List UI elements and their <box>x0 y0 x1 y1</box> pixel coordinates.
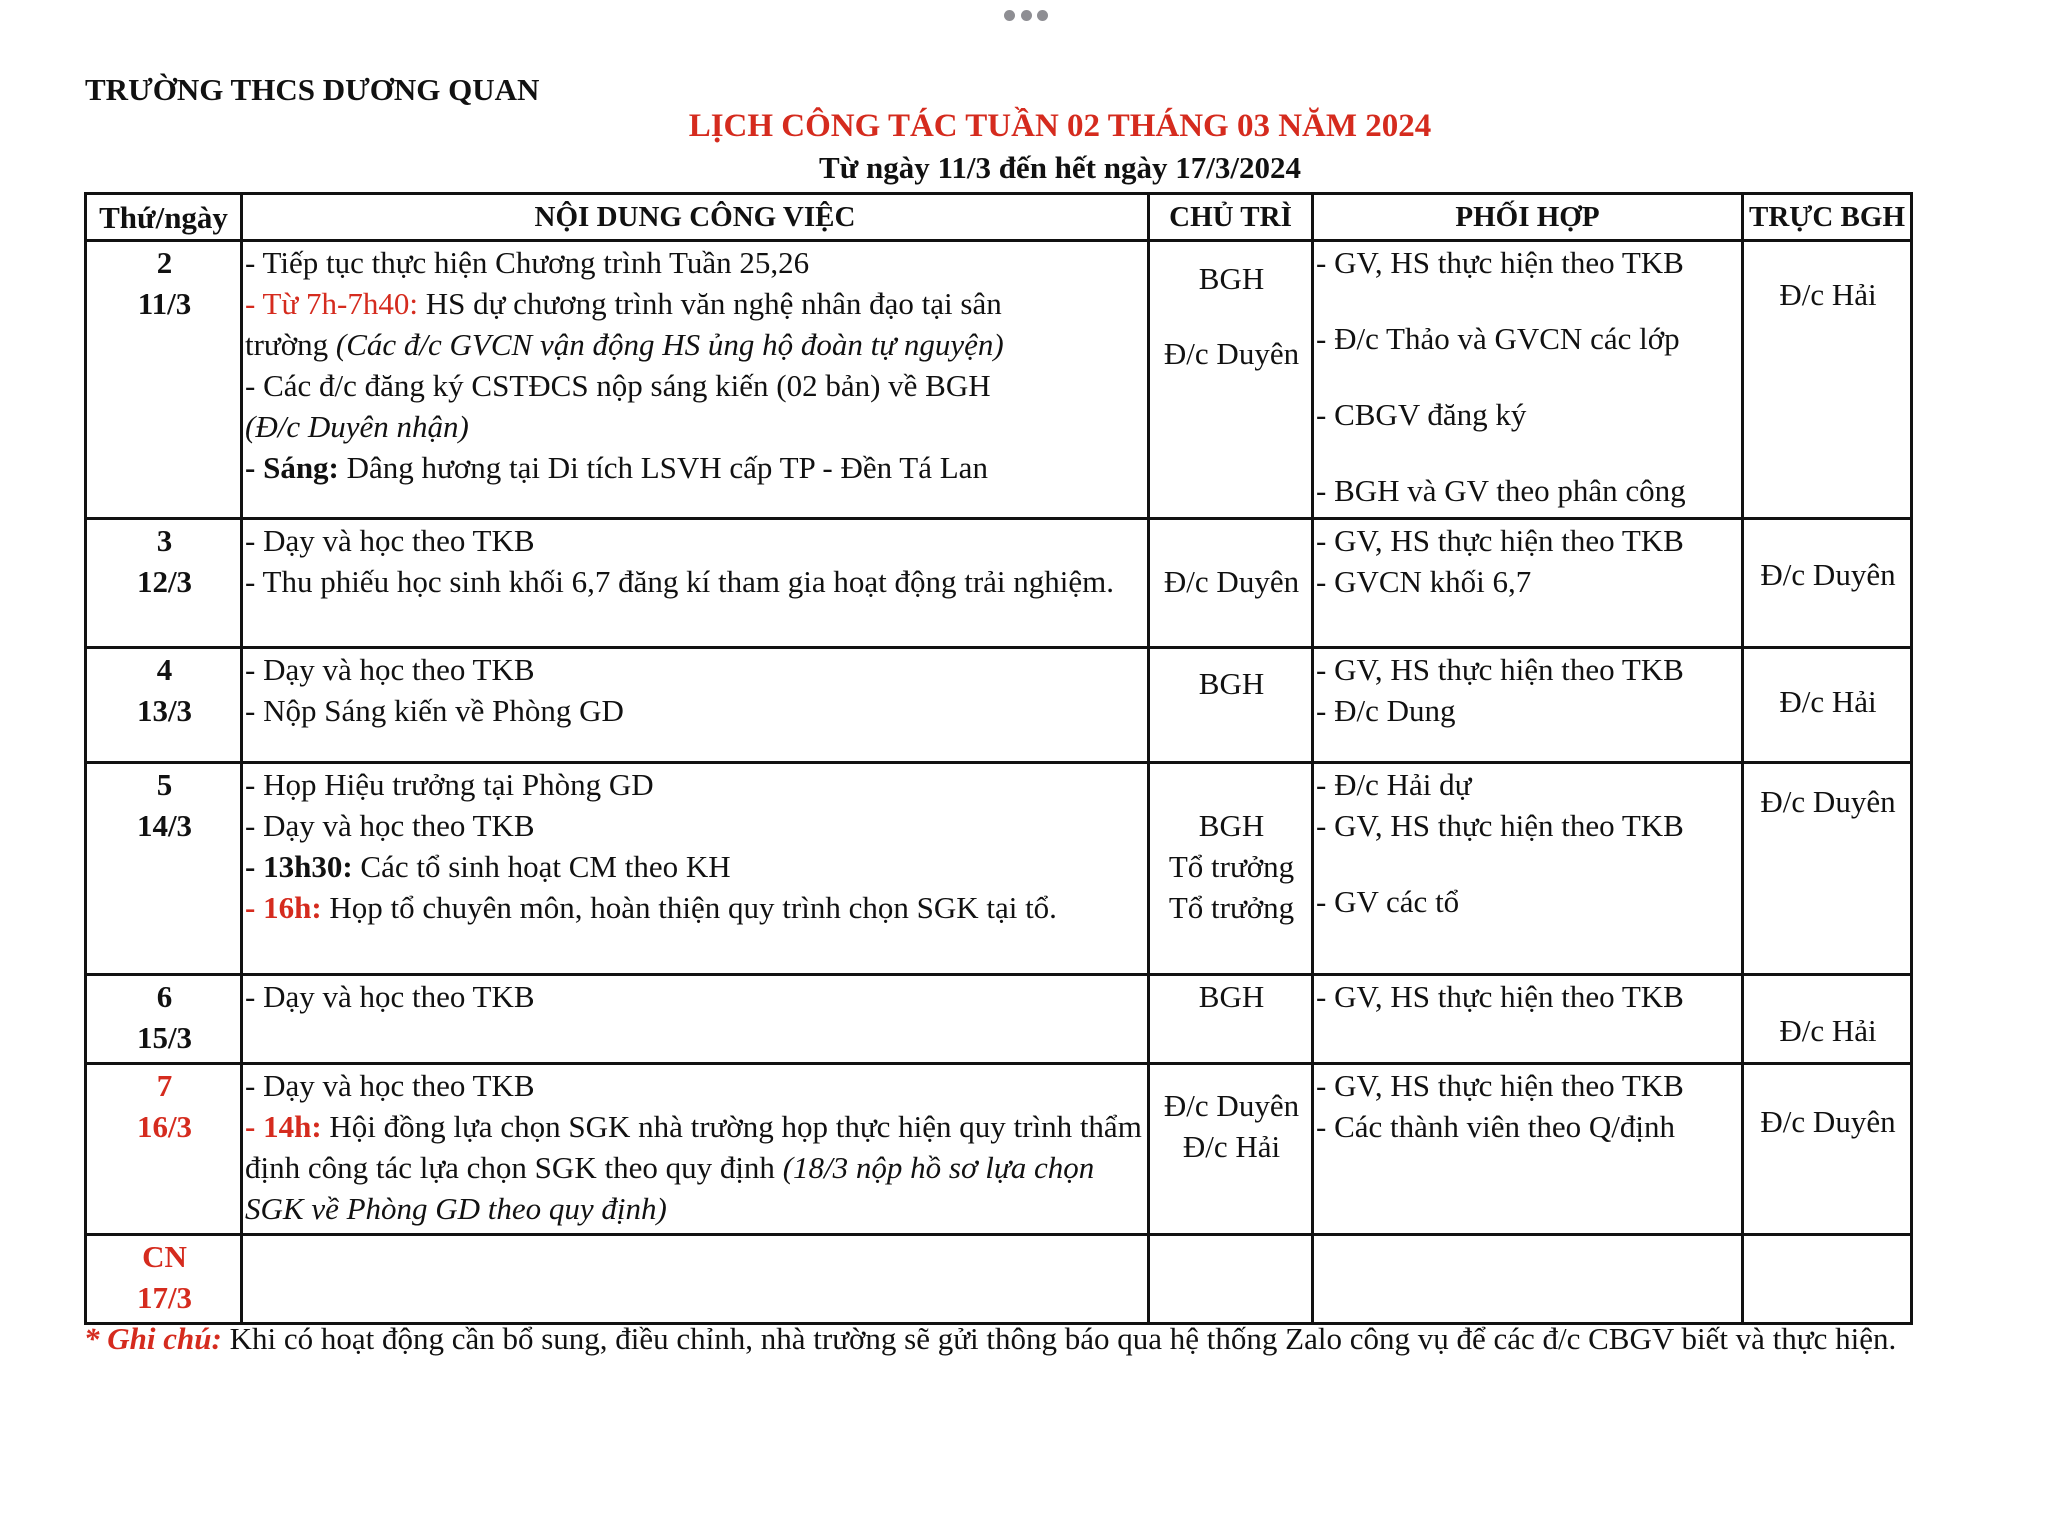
content-cell <box>242 975 1149 1064</box>
task-line: - Dạy và học theo TKB <box>245 808 535 843</box>
task-line: - Dạy và học theo TKB <box>245 652 535 687</box>
duty-cell <box>1743 1235 1912 1324</box>
lead-cell <box>1149 1235 1313 1324</box>
coordinate-item: - Đ/c Dung <box>1316 693 1456 728</box>
task-line: - Dạy và học theo TKB <box>245 979 535 1014</box>
duty-name: Đ/c Hải <box>1779 684 1877 719</box>
lead-item: Đ/c Duyên <box>1163 1088 1300 1123</box>
page-title: LỊCH CÔNG TÁC TUẦN 02 THÁNG 03 NĂM 2024 <box>688 108 1432 144</box>
day-cell <box>86 648 242 763</box>
coordinate-item: - GVCN khối 6,7 <box>1316 564 1532 599</box>
table-row <box>86 648 1912 763</box>
date: 12/3 <box>136 564 193 599</box>
duty-name: Đ/c Hải <box>1779 277 1877 312</box>
day-cell <box>86 1235 242 1324</box>
more-options-icon[interactable] <box>1004 10 1048 22</box>
header-lead: CHỦ TRÌ <box>1149 194 1313 241</box>
date-range: Từ ngày 11/3 đến hết ngày 17/3/2024 <box>819 150 1301 185</box>
header-content: NỘI DUNG CÔNG VIỆC <box>242 194 1149 241</box>
task-line: - 13h30: Các tổ sinh hoạt CM theo KH <box>245 849 731 884</box>
task-line: - Thu phiếu học sinh khối 6,7 đăng kí tham gia hoạt động trải nghiệm. <box>245 564 1115 599</box>
duty-name: Đ/c Duyên <box>1760 1104 1896 1139</box>
coordinate-item: - GV các tổ <box>1316 884 1460 919</box>
coordinate-cell <box>1313 241 1743 519</box>
footnote-label: * Ghi chú: <box>84 1321 222 1356</box>
day-cell <box>86 241 242 519</box>
content-cell <box>242 763 1149 975</box>
content-cell <box>242 1064 1149 1235</box>
task-line: - Nộp Sáng kiến về Phòng GD <box>245 693 624 728</box>
lead-item: Tổ trưởng <box>1168 890 1295 925</box>
task-line: - Sáng: Dâng hương tại Di tích LSVH cấp TP - Đền Tá Lan <box>245 450 988 485</box>
coordinate-item: - GV, HS thực hiện theo TKB <box>1316 808 1684 843</box>
coordinate-item: - Đ/c Hải dự <box>1316 767 1472 802</box>
weekday: 4 <box>156 652 173 687</box>
day-cell <box>86 519 242 648</box>
lead-item: BGH <box>1198 666 1265 701</box>
duty-name: Đ/c Hải <box>1779 1013 1877 1048</box>
duty-cell <box>1743 975 1912 1064</box>
duty-cell <box>1743 763 1912 975</box>
school-name: TRƯỜNG THCS DƯƠNG QUAN <box>85 72 540 107</box>
coordinate-item: - GV, HS thực hiện theo TKB <box>1316 523 1684 558</box>
task-line: (Đ/c Duyên nhận) <box>245 409 469 444</box>
content-cell <box>242 1235 1149 1324</box>
date: 13/3 <box>136 693 193 728</box>
date: 17/3 <box>136 1280 193 1315</box>
task-line: - Dạy và học theo TKB <box>245 523 535 558</box>
lead-item: Đ/c Hải <box>1182 1129 1281 1164</box>
schedule-table <box>84 192 1913 1325</box>
table-row <box>86 519 1912 648</box>
lead-cell <box>1149 975 1313 1064</box>
lead-item: BGH <box>1198 261 1265 296</box>
lead-cell <box>1149 763 1313 975</box>
lead-item: BGH <box>1198 808 1265 843</box>
footnote <box>84 1318 2024 1359</box>
coordinate-item: - Đ/c Thảo và GVCN các lớp <box>1316 321 1680 356</box>
lead-item: Đ/c Duyên <box>1163 564 1300 599</box>
header-duty: TRỰC BGH <box>1743 194 1912 241</box>
coordinate-cell <box>1313 975 1743 1064</box>
day-cell <box>86 975 242 1064</box>
duty-name: Đ/c Duyên <box>1760 557 1896 592</box>
lead-item: Tổ trưởng <box>1168 849 1295 884</box>
coordinate-item: - CBGV đăng ký <box>1316 397 1527 432</box>
lead-item: BGH <box>1198 979 1265 1014</box>
weekday: 5 <box>156 767 173 802</box>
table-header-row <box>86 194 1912 241</box>
date: 14/3 <box>136 808 193 843</box>
duty-cell <box>1743 519 1912 648</box>
coordinate-cell <box>1313 1064 1743 1235</box>
coordinate-item: - Các thành viên theo Q/định <box>1316 1109 1675 1144</box>
lead-cell <box>1149 519 1313 648</box>
content-cell <box>242 519 1149 648</box>
duty-cell <box>1743 648 1912 763</box>
coordinate-cell <box>1313 519 1743 648</box>
task-line: - Dạy và học theo TKB <box>245 1068 535 1103</box>
table-row <box>86 1064 1912 1235</box>
header-coordinate: PHỐI HỢP <box>1313 194 1743 241</box>
task-line: - Họp Hiệu trưởng tại Phòng GD <box>245 767 654 802</box>
table-row <box>86 763 1912 975</box>
weekday: CN <box>142 1239 187 1274</box>
weekday: 7 <box>156 1068 173 1103</box>
date: 16/3 <box>136 1109 193 1144</box>
table-row <box>86 975 1912 1064</box>
duty-name: Đ/c Duyên <box>1760 784 1896 819</box>
task-line: - 16h: Họp tổ chuyên môn, hoàn thiện quy trình chọn SGK tại tổ. <box>245 890 1057 925</box>
coordinate-item: - BGH và GV theo phân công <box>1316 473 1686 508</box>
table-row <box>86 1235 1912 1324</box>
day-cell <box>86 763 242 975</box>
task-line: - 14h: Hội đồng lựa chọn SGK nhà trường họp thực hiện quy trình thẩm định công tác lựa chọn SGK theo quy định (18/3 nộp hồ sơ lựa chọn SGK về Phòng GD theo quy định) <box>245 1109 1142 1226</box>
lead-item: Đ/c Duyên <box>1163 336 1300 371</box>
date: 11/3 <box>137 286 192 321</box>
coordinate-item: - GV, HS thực hiện theo TKB <box>1316 979 1684 1014</box>
coordinate-item: - GV, HS thực hiện theo TKB <box>1316 652 1684 687</box>
task-line: - Các đ/c đăng ký CSTĐCS nộp sáng kiến (02 bản) về BGH <box>245 368 991 403</box>
content-cell <box>242 648 1149 763</box>
task-line: trường (Các đ/c GVCN vận động HS ủng hộ đoàn tự nguyện) <box>245 327 1004 362</box>
coordinate-cell <box>1313 648 1743 763</box>
task-line: - Tiếp tục thực hiện Chương trình Tuần 25,26 <box>245 245 810 280</box>
coordinate-item: - GV, HS thực hiện theo TKB <box>1316 1068 1684 1103</box>
coordinate-cell <box>1313 1235 1743 1324</box>
content-cell <box>242 241 1149 519</box>
duty-cell <box>1743 241 1912 519</box>
day-cell <box>86 1064 242 1235</box>
lead-cell <box>1149 648 1313 763</box>
header-day: Thứ/ngày <box>86 194 242 241</box>
coordinate-cell <box>1313 763 1743 975</box>
weekday: 6 <box>156 979 173 1014</box>
footnote-text: Khi có hoạt động cần bổ sung, điều chỉnh, nhà trường sẽ gửi thông báo qua hệ thống Zalo công vụ để các đ/c CBGV biết và thực hiện. <box>221 1321 1897 1356</box>
duty-cell <box>1743 1064 1912 1235</box>
weekday: 2 <box>156 245 173 280</box>
task-line: - Từ 7h-7h40: HS dự chương trình văn nghệ nhân đạo tại sân <box>245 286 1002 321</box>
lead-cell <box>1149 1064 1313 1235</box>
lead-cell <box>1149 241 1313 519</box>
table-row <box>86 241 1912 519</box>
date: 15/3 <box>136 1020 193 1055</box>
coordinate-item: - GV, HS thực hiện theo TKB <box>1316 245 1684 280</box>
weekday: 3 <box>156 523 173 558</box>
